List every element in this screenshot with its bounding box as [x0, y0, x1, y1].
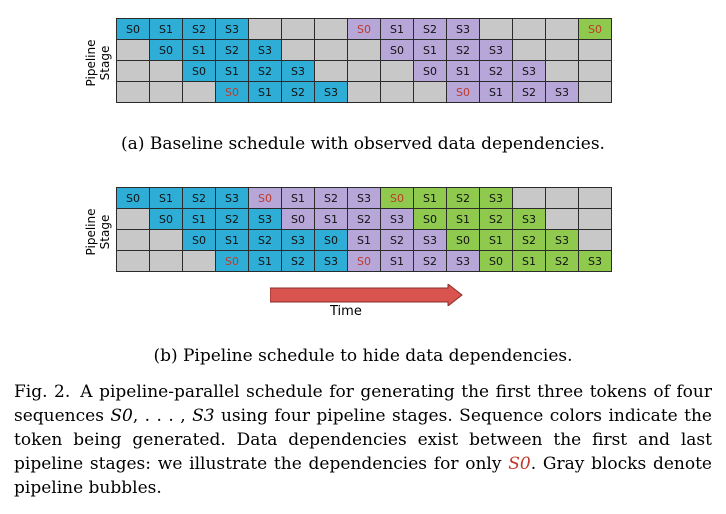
bubble-cell: [116, 39, 150, 61]
schedule-cell: S1: [380, 18, 414, 40]
bubble-cell: [281, 39, 315, 61]
schedule-cell: S2: [479, 208, 513, 230]
pipeline-stage-axis-label-b: Pipeline Stage: [84, 208, 112, 256]
bubble-cell: [116, 229, 150, 251]
schedule-cell: S1: [512, 250, 546, 272]
bubble-cell: [578, 60, 612, 82]
bubble-cell: [578, 229, 612, 251]
schedule-cell: S1: [248, 250, 282, 272]
stage-row: [116, 229, 611, 250]
schedule-cell: S2: [215, 208, 249, 230]
bubble-cell: [479, 18, 513, 40]
schedule-cell: S2: [545, 250, 579, 272]
bubble-cell: [512, 18, 546, 40]
schedule-cell: S2: [182, 187, 216, 209]
bubble-cell: [116, 81, 150, 103]
schedule-cell: S2: [380, 229, 414, 251]
schedule-cell: S3: [446, 18, 480, 40]
schedule-cell: S0: [413, 208, 447, 230]
schedule-cell: S1: [446, 208, 480, 230]
stage-row: [116, 250, 611, 271]
schedule-cell: S3: [578, 250, 612, 272]
schedule-cell: S3: [314, 250, 348, 272]
schedule-cell: S1: [380, 250, 414, 272]
schedule-cell: S3: [545, 229, 579, 251]
caption-b: (b) Pipeline schedule to hide data dependencies.: [153, 346, 573, 366]
bubble-cell: [149, 250, 183, 272]
bubble-cell: [182, 250, 216, 272]
schedule-cell: S2: [479, 60, 513, 82]
stage-row: [116, 208, 611, 229]
schedule-cell: S0: [380, 187, 414, 209]
schedule-cell: S1: [446, 60, 480, 82]
schedule-cell: S3: [479, 39, 513, 61]
bubble-cell: [545, 39, 579, 61]
schedule-cell: S0: [149, 39, 183, 61]
time-axis-label: Time: [330, 304, 362, 319]
bubble-cell: [149, 60, 183, 82]
schedule-cell: S0: [116, 18, 150, 40]
schedule-cell: S3: [380, 208, 414, 230]
bubble-cell: [248, 18, 282, 40]
schedule-cell: S1: [182, 39, 216, 61]
bubble-cell: [578, 81, 612, 103]
schedule-cell: S2: [281, 250, 315, 272]
bubble-cell: [578, 39, 612, 61]
schedule-cell: S1: [149, 18, 183, 40]
schedule-cell: S0: [347, 250, 381, 272]
schedule-cell: S1: [182, 208, 216, 230]
schedule-cell: S1: [479, 81, 513, 103]
caption-a: (a) Baseline schedule with observed data dependencies.: [121, 134, 605, 154]
schedule-cell: S2: [512, 229, 546, 251]
schedule-cell: S1: [215, 60, 249, 82]
bubble-cell: [545, 18, 579, 40]
schedule-cell: S3: [512, 60, 546, 82]
bubble-cell: [545, 208, 579, 230]
schedule-cell: S0: [248, 187, 282, 209]
bubble-cell: [347, 60, 381, 82]
schedule-cell: S3: [248, 208, 282, 230]
bubble-cell: [149, 81, 183, 103]
schedule-cell: S3: [512, 208, 546, 230]
schedule-cell: S2: [215, 39, 249, 61]
schedule-cell: S1: [479, 229, 513, 251]
sequence-dependency: S0: [508, 454, 531, 474]
stage-row: [116, 187, 611, 208]
schedule-cell: S1: [149, 187, 183, 209]
stage-row: [116, 81, 611, 102]
schedule-cell: S0: [182, 229, 216, 251]
schedule-cell: S3: [248, 39, 282, 61]
bubble-cell: [347, 39, 381, 61]
bubble-cell: [116, 208, 150, 230]
schedule-cell: S0: [215, 81, 249, 103]
schedule-cell: S0: [182, 60, 216, 82]
schedule-cell: S1: [215, 229, 249, 251]
bubble-cell: [281, 18, 315, 40]
caption-ellipsis: , . . . ,: [132, 406, 193, 426]
schedule-cell: S3: [314, 81, 348, 103]
schedule-cell: S1: [314, 208, 348, 230]
schedule-cell: S0: [578, 18, 612, 40]
figure-label: Fig. 2.: [14, 382, 71, 402]
bubble-cell: [182, 81, 216, 103]
stage-row: [116, 60, 611, 81]
bubble-cell: [314, 39, 348, 61]
schedule-cell: S3: [446, 250, 480, 272]
sequence-first: S0: [110, 406, 133, 426]
schedule-cell: S0: [149, 208, 183, 230]
schedule-cell: S2: [248, 229, 282, 251]
schedule-cell: S1: [347, 229, 381, 251]
bubble-cell: [578, 208, 612, 230]
pipeline-stage-axis-label-a: Pipeline Stage: [84, 39, 112, 87]
schedule-cell: S0: [281, 208, 315, 230]
bubble-cell: [545, 60, 579, 82]
bubble-cell: [512, 187, 546, 209]
schedule-cell: S2: [446, 39, 480, 61]
schedule-cell: S3: [281, 229, 315, 251]
schedule-cell: S0: [347, 18, 381, 40]
bubble-cell: [512, 39, 546, 61]
bubble-cell: [314, 18, 348, 40]
schedule-cell: S3: [479, 187, 513, 209]
schedule-cell: S2: [347, 208, 381, 230]
caption-text-1: A pipeline-parallel schedule for generating the first three tokens of four sequences: [14, 382, 712, 426]
stage-row: [116, 18, 611, 39]
schedule-cell: S0: [446, 81, 480, 103]
time-arrow-icon: [270, 284, 466, 306]
schedule-cell: S2: [314, 187, 348, 209]
schedule-cell: S1: [281, 187, 315, 209]
schedule-cell: S0: [413, 60, 447, 82]
bubble-cell: [380, 81, 414, 103]
schedule-cell: S3: [413, 229, 447, 251]
schedule-grid-b: [116, 187, 611, 271]
bubble-cell: [578, 187, 612, 209]
bubble-cell: [347, 81, 381, 103]
bubble-cell: [314, 60, 348, 82]
schedule-cell: S0: [446, 229, 480, 251]
caption-text-2: using four pipeline stages. Sequence colors indicate the token being generated. Data dependencies exist between the first and last pipeline stages: we illustrate the dependencies for only: [14, 406, 712, 474]
schedule-cell: S0: [314, 229, 348, 251]
sequence-last: S3: [192, 406, 215, 426]
bubble-cell: [149, 229, 183, 251]
caption-text-3: . Gray blocks denote pipeline bubbles.: [14, 454, 712, 498]
bubble-cell: [116, 250, 150, 272]
schedule-grid-a: [116, 18, 611, 102]
bubble-cell: [380, 60, 414, 82]
bubble-cell: [413, 81, 447, 103]
schedule-cell: S0: [479, 250, 513, 272]
bubble-cell: [545, 187, 579, 209]
schedule-cell: S2: [281, 81, 315, 103]
schedule-cell: S2: [413, 250, 447, 272]
schedule-cell: S3: [545, 81, 579, 103]
bubble-cell: [116, 60, 150, 82]
schedule-cell: S3: [347, 187, 381, 209]
schedule-cell: S2: [512, 81, 546, 103]
schedule-cell: S2: [248, 60, 282, 82]
schedule-cell: S1: [413, 187, 447, 209]
schedule-cell: S2: [446, 187, 480, 209]
schedule-cell: S3: [215, 18, 249, 40]
schedule-cell: S1: [248, 81, 282, 103]
schedule-cell: S0: [215, 250, 249, 272]
schedule-cell: S1: [413, 39, 447, 61]
stage-row: [116, 39, 611, 60]
schedule-cell: S2: [413, 18, 447, 40]
schedule-cell: S0: [116, 187, 150, 209]
schedule-cell: S0: [380, 39, 414, 61]
figure-caption: [14, 380, 712, 500]
schedule-cell: S3: [215, 187, 249, 209]
schedule-cell: S3: [281, 60, 315, 82]
schedule-cell: S2: [182, 18, 216, 40]
